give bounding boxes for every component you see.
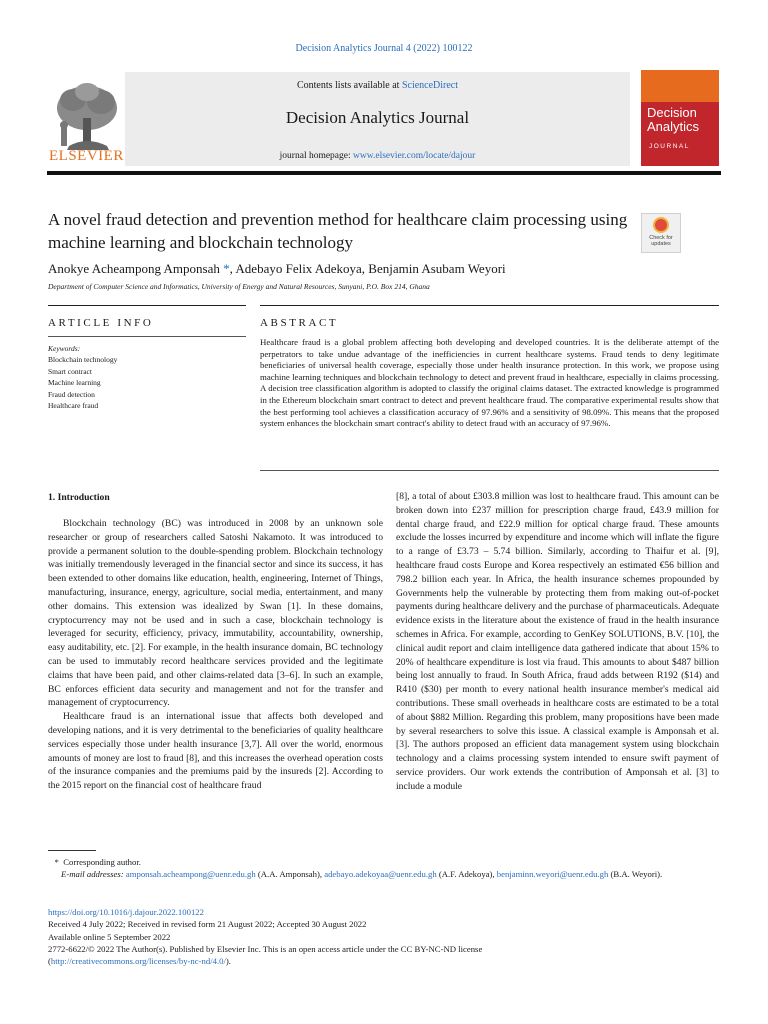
publisher-wordmark: ELSEVIER: [49, 148, 124, 164]
introduction-heading: 1. Introduction: [48, 492, 110, 503]
left-column: [48, 517, 383, 793]
contents-line: [125, 80, 630, 91]
abstract-top-rule: [260, 305, 719, 306]
cover-title-line2: Analytics: [647, 119, 700, 134]
sciencedirect-link[interactable]: ScienceDirect: [401, 80, 459, 91]
email-owner-2: (A.F. Adekoya),: [438, 869, 495, 879]
intro-paragraph-1: Blockchain technology (BC) was introduced in 2008 by an unknown sole researcher or group of researchers called Satoshi Nakamoto. It was introduced to provide a permanent solution to the double-spending problem. Blockchain technology was initially tremendously leveraged in the financial sector and since its success, it has been extended to other domains like education, health, engineering, Internet of Things, manufacturing, insurance, energy, agriculture, social media, entertainment, and many other domains. This extension was idealized by Swan [1]. In these domains, cryptocurrency may not be used and in such a case, blockchain technology is leveraged for security, efficiency, privacy, immutability, accountability, ownership, easy auditability, etc. [2]. For example, in the health insurance domain, BC technology can be used to immutably record healthcare services provided and the legitimate claims that have been paid, and other claims-related data [3–6]. In such an example, BC enforces efficient data security and management and not for the transfer and management of cryptocurrency.: [48, 518, 383, 709]
footnote-rule: [48, 850, 96, 851]
intro-paragraph-2: Healthcare fraud is an international issue that affects both developed and developing nations, and it is very detrimental to the beneficiaries of quality healthcare services especially those under health insurance [3,7]. All over the world, enormous amounts of money are lost to fraud [8], and this increases the overhead operation costs of the insurance companies and the premiums paid by the insureds [2]. According to the 2015 report on the financial cost of healthcare fraud: [48, 711, 383, 792]
journal-citation-link[interactable]: Decision Analytics Journal 4 (2022) 100122: [295, 43, 473, 54]
email-link-1[interactable]: amponsah.acheampong@uenr.edu.gh: [125, 869, 256, 879]
crossmark-label-line2: updates: [651, 241, 671, 247]
cover-title: [647, 106, 717, 134]
email-label: E-mail addresses:: [61, 869, 124, 879]
email-owner-1: (A.A. Amponsah),: [257, 869, 323, 879]
abstract-bottom-rule: [260, 470, 719, 471]
crossmark-icon: [653, 217, 669, 233]
publication-info: [48, 906, 720, 967]
check-for-updates-badge[interactable]: [641, 213, 681, 253]
corresponding-text: Corresponding author.: [63, 857, 141, 867]
homepage-prefix: journal homepage:: [279, 151, 354, 161]
license-link[interactable]: http://creativecommons.org/licenses/by-nc-nd/4.0/: [50, 956, 226, 967]
article-info-heading: ARTICLE INFO: [48, 317, 154, 329]
corresponding-note: * Corresponding author.: [48, 857, 141, 867]
affiliation: Department of Computer Science and Informatics, University of Energy and Natural Resources, Sunyani, P.O. Box 214, Ghana: [48, 282, 430, 291]
abstract-text: Healthcare fraud is a global problem affecting both developing and developed countries. It is the deliberate attempt of the perpetrators to take undue advantage of the inefficiencies in current healthcare systems. Fraud tends to deny legitimate beneficiaries of universal health coverage, especially those under health insurance protection. In this work, we propose using machine learning techniques and blockchain technology to detect and prevent fraud in healthcare, especially in claims processing. A decision tree classification algorithm is adopted to classify the original claims dataset. The extracted knowledge is programmed in the Ethereum blockchain smart contract to detect and prevent healthcare fraud. The comparative experimental results show that the best performing tool achieves a classification accuracy of 97.96% and a sensitivity of 98.09%. This means that the proposed system enhances the blockchain smart contract's ability to detect fraud with an accuracy of 97.96%.: [260, 337, 719, 429]
email-note: [48, 868, 720, 880]
article-title: A novel fraud detection and prevention method for healthcare claim processing using machine learning and blockchain technology: [48, 210, 628, 252]
article-info-sub-rule: [48, 336, 246, 337]
crossmark-label-line1: Check for: [649, 235, 673, 241]
license-paren-close: ).: [225, 956, 231, 967]
online-date: Available online 5 September 2022: [48, 931, 171, 942]
corresponding-author-mark[interactable]: *: [223, 261, 230, 276]
keywords-block: [48, 343, 117, 411]
footnotes: [48, 856, 720, 880]
article-info-top-rule: [48, 305, 246, 306]
journal-homepage-line: [125, 151, 630, 161]
homepage-link[interactable]: www.elsevier.com/locate/dajour: [353, 151, 476, 161]
intro-paragraph-3: [8], a total of about £303.8 million was lost to healthcare fraud. This amount can be broken down into £237 million for prescription charge fraud, £43.9 million for dental charge fraud, and £22.9 million for optical charge fraud. These amounts exclude the losses incurred by expenditure and income which will inflate the figure to a range of £3.73 – 5.74 billion. Similarly, according to Thaifur et al. [9], healthcare fraud costs Europe and Korea respectively an estimated €56 billion and 798.2 billion each year. In Africa, the health insurance schemes propounded by Governments help the vulnerable by protecting them from making out-of-pocket payments during healthcare delivery and the purchase of pharmaceuticals. Adequate evidence exists in the literature about the existence of fraud in the health insurance schemes in Africa. For example, according to GenKey SOLUTIONS, B.V. [10], the clinical audit report and claim intelligence data gathered indicate that about 15% to 20% of healthcare expenditure is lost via fraud. This amounts to about $487 billion being lost annually to fraud. In South Africa, fraud adds between R192 ($14) and R410 ($30) per month to every national health insurance member's medical aid contributions. These small overheads in healthcare costs are estimated to be a total of about $882 Million. Regarding this problem, many propositions have been made by several researchers to solve this issue. A classical example is Amponsah et al. [3]. The authors proposed an efficient data management system using blockchain technology and a claims processing system intended to ensure swift payment of service providers. Our work extends the contribution of Amponsah et al. [3] to include a module: [396, 491, 719, 792]
keyword-item: Healthcare fraud: [48, 401, 99, 411]
keyword-item: Machine learning: [48, 378, 101, 388]
masthead-rule: [47, 171, 721, 175]
running-head[interactable]: [0, 43, 768, 54]
keywords-label: Keywords:: [48, 344, 81, 353]
email-link-2[interactable]: adebayo.adekoyaa@uenr.edu.gh: [324, 869, 437, 879]
keyword-item: Smart contract: [48, 366, 92, 376]
crossmark-label: [642, 235, 680, 247]
license-paren-open: (: [48, 956, 51, 967]
right-column: [396, 490, 719, 794]
email-link-3[interactable]: benjaminn.weyori@uenr.edu.gh: [496, 869, 609, 879]
author-list: [48, 261, 506, 277]
email-owner-3: (B.A. Weyori).: [610, 869, 663, 879]
journal-masthead: [47, 70, 721, 170]
received-dates: Received 4 July 2022; Received in revised form 21 August 2022; Accepted 30 August 2022: [48, 919, 367, 930]
keyword-item: Fraud detection: [48, 389, 95, 399]
author-1: Anokye Acheampong Amponsah: [48, 261, 220, 276]
license-url-line: [48, 955, 720, 967]
contents-prefix: Contents lists available at: [296, 80, 402, 91]
cover-subtitle: JOURNAL: [649, 143, 690, 150]
license-text: 2772-6622/© 2022 The Author(s). Published by Elsevier Inc. This is an open access article under the CC BY-NC-ND license: [48, 943, 483, 954]
cover-top-band: [641, 70, 719, 102]
journal-cover-thumbnail[interactable]: [641, 70, 719, 166]
other-authors: , Adebayo Felix Adekoya, Benjamin Asubam Weyori: [229, 261, 506, 276]
abstract-heading: ABSTRACT: [260, 317, 339, 329]
cover-title-line1: Decision: [647, 105, 697, 120]
keyword-item: Blockchain technology: [48, 355, 118, 365]
journal-name: Decision Analytics Journal: [285, 108, 470, 127]
doi-link[interactable]: https://doi.org/10.1016/j.dajour.2022.100122: [48, 907, 204, 917]
